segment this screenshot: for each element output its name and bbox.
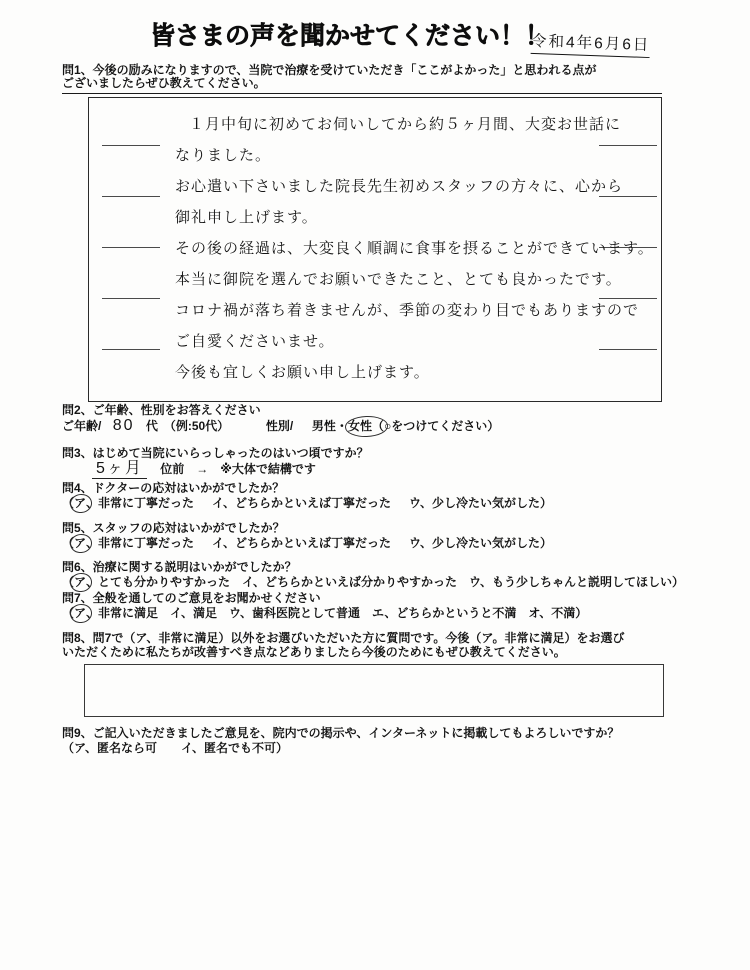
handwritten-line: なりました。 bbox=[175, 147, 272, 164]
handwritten-line: お心遣い下さいました院長先生初めスタッフの方々に、心から bbox=[175, 178, 624, 195]
handwritten-line: １月中旬に初めてお伺いしてから約５ヶ月間、大変お世話に bbox=[189, 116, 622, 133]
q9-heading: 問9、ご記入いただきましたご意見を、院内での掲示や、インターネットに掲載してもよろしいですか？ bbox=[62, 726, 620, 740]
q8-heading-line1: 問8、問7で（ア、非常に満足）以外をお選びいただいた方に質問です。今後（ア。非常に満足）をお選び bbox=[62, 631, 625, 645]
q3-heading: 問3、はじめて当院にいらっしゃったのはいつ頃ですか？ bbox=[62, 446, 369, 460]
q2-age-suffix: 代 （例:50代） bbox=[145, 418, 230, 433]
q5-option-b: イ、どちらかといえば丁寧だった bbox=[212, 535, 391, 550]
q7-option-d: エ、どちらかというと不満 bbox=[372, 605, 517, 620]
q6-heading: 問6、治療に関する説明はいかがでしたか？ bbox=[62, 560, 297, 574]
paren-open: （ bbox=[62, 574, 75, 589]
q7-option-b: イ、満足 bbox=[170, 605, 217, 620]
question-7 bbox=[62, 592, 587, 620]
question-6 bbox=[62, 561, 684, 589]
question-8 bbox=[62, 632, 672, 659]
q6-selected-option: ア bbox=[74, 574, 87, 589]
ruled-line-left-2 bbox=[102, 196, 160, 197]
q7-selected-option: ア bbox=[74, 605, 87, 620]
handwritten-line: コロナ禍が落ち着きませんが、季節の変わり目でもありますので bbox=[175, 302, 640, 319]
q3-answer-suffix: 位前 → ※大体で結構です bbox=[160, 461, 316, 476]
question-9 bbox=[62, 727, 619, 755]
q4-option-c: ウ、少し冷たい気がした） bbox=[408, 495, 553, 510]
handwritten-line: その後の経過は、大変良く順調に食事を摂ることができています。 bbox=[175, 240, 654, 257]
q4-option-a: 、非常に丁寧だった bbox=[86, 495, 195, 510]
q3-answer-line bbox=[62, 459, 369, 477]
paren-open: （ bbox=[62, 495, 75, 510]
form-title: 皆さまの声を聞かせてください！！ bbox=[149, 22, 550, 50]
paren-open: （ bbox=[62, 605, 75, 620]
ruled-line-left-5 bbox=[102, 349, 160, 350]
handwritten-date-text: 令和4年6月6日 bbox=[531, 29, 651, 58]
q4-selected-option: ア bbox=[74, 495, 87, 510]
q5-options bbox=[62, 537, 552, 551]
q7-option-a: 、非常に満足 bbox=[86, 605, 159, 620]
q1-heading-line1: 問1、今後の励みになりますので、当院で治療を受けていただき「ここがよかった」と思われる点が bbox=[62, 63, 597, 77]
q2-gender-female-circled: 女性 bbox=[347, 418, 372, 433]
q2-answer-line bbox=[62, 416, 500, 434]
q1-heading bbox=[62, 64, 662, 94]
handwritten-line: ご自愛くださいませ。 bbox=[175, 333, 335, 350]
q5-selected-option: ア bbox=[74, 535, 87, 550]
q2-gender-note: （○をつけてください） bbox=[371, 418, 500, 433]
q4-heading: 問4、ドクターの応対はいかがでしたか？ bbox=[62, 481, 285, 495]
handwritten-line: 今後も宜しくお願い申し上げます。 bbox=[175, 364, 430, 381]
q7-heading: 問7、全般を通してのご意見をお聞かせください bbox=[62, 591, 321, 605]
q2-gender-separator: ・ bbox=[335, 418, 348, 433]
q6-option-b: イ、どちらかといえば分かりやすかった bbox=[242, 574, 457, 589]
q2-heading: 問2、ご年齢、性別をお答えください bbox=[62, 403, 261, 417]
ruled-line-left-3 bbox=[102, 247, 160, 248]
q7-option-c: ウ、歯科医院として普通 bbox=[228, 605, 361, 620]
ruled-line-left-4 bbox=[102, 298, 160, 299]
handwritten-line: 本当に御院を選んでお願いできたこと、とても良かったです。 bbox=[175, 271, 622, 288]
q4-option-b: イ、どちらかといえば丁寧だった bbox=[212, 495, 391, 510]
q8-heading-line2: いただくために私たちが改善すべき点などありましたら今後のためにもぜひ教えてください。 bbox=[62, 644, 566, 659]
ruled-line-left-1 bbox=[102, 145, 160, 146]
q2-gender-label: 性別/ bbox=[265, 418, 294, 433]
q2-gender-male: 男性 bbox=[311, 418, 336, 433]
question-4 bbox=[62, 482, 552, 510]
q7-option-e: オ、不満） bbox=[528, 605, 588, 620]
q1-heading-line2: ございましたらぜひ教えてください。 bbox=[62, 76, 266, 90]
q8-answer-box bbox=[84, 664, 664, 717]
q7-options bbox=[62, 607, 587, 621]
handwritten-date bbox=[531, 29, 651, 58]
q1-answer-box bbox=[88, 97, 662, 402]
question-3 bbox=[62, 447, 369, 476]
paren-open: （ bbox=[62, 535, 75, 550]
q1-handwritten-answer bbox=[175, 109, 658, 388]
q5-option-c: ウ、少し冷たい気がした） bbox=[408, 535, 553, 550]
q6-option-a: 、とても分かりやすかった bbox=[86, 574, 231, 589]
question-2 bbox=[62, 404, 499, 433]
q3-answer-handwritten: 5ヶ月 bbox=[92, 460, 147, 479]
q5-option-a: 、非常に丁寧だった bbox=[86, 535, 195, 550]
handwritten-line: 御礼申し上げます。 bbox=[175, 209, 318, 226]
q9-options: （ア、匿名なら可 イ、匿名でも不可） bbox=[62, 740, 288, 755]
q6-options bbox=[62, 576, 684, 590]
question-5 bbox=[62, 522, 552, 550]
q5-heading: 問5、スタッフの応対はいかがでしたか？ bbox=[62, 521, 285, 535]
q2-age-label: ご年齢/ bbox=[62, 418, 102, 433]
q4-options bbox=[62, 497, 552, 511]
q2-age-handwritten: 80 bbox=[112, 416, 135, 434]
q6-option-c: ウ、もう少しちゃんと説明してほしい） bbox=[468, 574, 685, 589]
